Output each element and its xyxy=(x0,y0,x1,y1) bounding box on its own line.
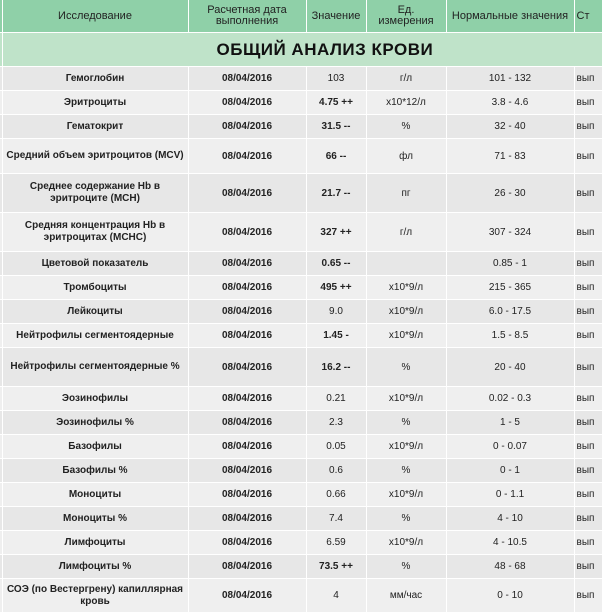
header-unit[interactable]: Ед. измерения xyxy=(366,0,446,33)
test-unit: x10*9/л xyxy=(366,276,446,300)
test-date: 08/04/2016 xyxy=(188,300,306,324)
test-date: 08/04/2016 xyxy=(188,91,306,115)
test-date: 08/04/2016 xyxy=(188,579,306,613)
test-name: Цветовой показатель xyxy=(2,252,188,276)
section-header xyxy=(0,33,602,67)
test-date: 08/04/2016 xyxy=(188,115,306,139)
test-name: Средний объем эритроцитов (MCV) xyxy=(2,139,188,174)
test-unit: x10*9/л xyxy=(366,435,446,459)
test-value: 73.5 ++ xyxy=(306,555,366,579)
test-value: 0.05 xyxy=(306,435,366,459)
test-value: 16.2 -- xyxy=(306,348,366,387)
table-row[interactable] xyxy=(0,252,602,276)
test-normal-range: 0 - 10 xyxy=(446,579,574,613)
table-row[interactable] xyxy=(0,483,602,507)
test-date: 08/04/2016 xyxy=(188,531,306,555)
test-value: 0.65 -- xyxy=(306,252,366,276)
test-value: 2.3 xyxy=(306,411,366,435)
test-value: 327 ++ xyxy=(306,213,366,252)
test-status: вып xyxy=(574,276,602,300)
test-normal-range: 4 - 10.5 xyxy=(446,531,574,555)
test-date: 08/04/2016 xyxy=(188,348,306,387)
test-name: Среднее содержание Hb в эритроците (MCH) xyxy=(2,174,188,213)
test-status: вып xyxy=(574,174,602,213)
test-name: Лимфоциты xyxy=(2,531,188,555)
table-row[interactable] xyxy=(0,174,602,213)
test-status: вып xyxy=(574,483,602,507)
table-header-row xyxy=(0,0,602,33)
test-name: Базофилы xyxy=(2,435,188,459)
test-status: вып xyxy=(574,252,602,276)
table-row[interactable] xyxy=(0,387,602,411)
test-normal-range: 6.0 - 17.5 xyxy=(446,300,574,324)
header-status[interactable]: Ст xyxy=(574,0,602,33)
test-unit: x10*9/л xyxy=(366,324,446,348)
table-row[interactable] xyxy=(0,324,602,348)
test-value: 0.6 xyxy=(306,459,366,483)
test-status: вып xyxy=(574,531,602,555)
test-unit: x10*12/л xyxy=(366,91,446,115)
test-value: 6.59 xyxy=(306,531,366,555)
test-name: Базофилы % xyxy=(2,459,188,483)
test-status: вып xyxy=(574,459,602,483)
test-unit: % xyxy=(366,507,446,531)
test-status: вып xyxy=(574,411,602,435)
table-row[interactable] xyxy=(0,348,602,387)
test-name: Гематокрит xyxy=(2,115,188,139)
test-normal-range: 0 - 0.07 xyxy=(446,435,574,459)
test-unit: % xyxy=(366,411,446,435)
table-row[interactable] xyxy=(0,67,602,91)
test-value: 495 ++ xyxy=(306,276,366,300)
test-status: вып xyxy=(574,213,602,252)
table-row[interactable] xyxy=(0,531,602,555)
table-row[interactable] xyxy=(0,507,602,531)
test-value: 21.7 -- xyxy=(306,174,366,213)
table-row[interactable] xyxy=(0,213,602,252)
table-row[interactable] xyxy=(0,579,602,613)
test-normal-range: 32 - 40 xyxy=(446,115,574,139)
test-normal-range: 1.5 - 8.5 xyxy=(446,324,574,348)
test-status: вып xyxy=(574,324,602,348)
test-date: 08/04/2016 xyxy=(188,67,306,91)
test-name: Гемоглобин xyxy=(2,67,188,91)
test-status: вып xyxy=(574,387,602,411)
table-row[interactable] xyxy=(0,300,602,324)
test-date: 08/04/2016 xyxy=(188,459,306,483)
test-name: Эритроциты xyxy=(2,91,188,115)
test-status: вып xyxy=(574,435,602,459)
test-unit xyxy=(366,252,446,276)
test-normal-range: 0 - 1.1 xyxy=(446,483,574,507)
test-date: 08/04/2016 xyxy=(188,139,306,174)
test-status: вып xyxy=(574,139,602,174)
test-date: 08/04/2016 xyxy=(188,276,306,300)
test-unit: x10*9/л xyxy=(366,483,446,507)
test-unit: x10*9/л xyxy=(366,531,446,555)
test-value: 0.66 xyxy=(306,483,366,507)
header-date[interactable]: Расчетная дата выполнения xyxy=(188,0,306,33)
test-normal-range: 4 - 10 xyxy=(446,507,574,531)
test-date: 08/04/2016 xyxy=(188,483,306,507)
test-status: вып xyxy=(574,67,602,91)
test-normal-range: 0.85 - 1 xyxy=(446,252,574,276)
test-date: 08/04/2016 xyxy=(188,507,306,531)
header-value[interactable]: Значение xyxy=(306,0,366,33)
test-name: Моноциты xyxy=(2,483,188,507)
test-normal-range: 215 - 365 xyxy=(446,276,574,300)
test-unit: x10*9/л xyxy=(366,300,446,324)
test-date: 08/04/2016 xyxy=(188,324,306,348)
table-row[interactable] xyxy=(0,411,602,435)
test-normal-range: 0 - 1 xyxy=(446,459,574,483)
test-name: Тромбоциты xyxy=(2,276,188,300)
test-value: 66 -- xyxy=(306,139,366,174)
test-normal-range: 26 - 30 xyxy=(446,174,574,213)
test-unit: % xyxy=(366,555,446,579)
test-status: вып xyxy=(574,115,602,139)
test-date: 08/04/2016 xyxy=(188,411,306,435)
test-value: 7.4 xyxy=(306,507,366,531)
test-date: 08/04/2016 xyxy=(188,435,306,459)
table-row[interactable] xyxy=(0,91,602,115)
test-date: 08/04/2016 xyxy=(188,387,306,411)
test-value: 9.0 xyxy=(306,300,366,324)
test-date: 08/04/2016 xyxy=(188,213,306,252)
test-unit: г/л xyxy=(366,67,446,91)
test-name: Лимфоциты % xyxy=(2,555,188,579)
test-status: вып xyxy=(574,300,602,324)
test-unit: % xyxy=(366,348,446,387)
test-value: 103 xyxy=(306,67,366,91)
test-name: Лейкоциты xyxy=(2,300,188,324)
test-unit: % xyxy=(366,459,446,483)
test-normal-range: 0.02 - 0.3 xyxy=(446,387,574,411)
test-normal-range: 48 - 68 xyxy=(446,555,574,579)
test-status: вып xyxy=(574,507,602,531)
test-value: 1.45 - xyxy=(306,324,366,348)
test-unit: x10*9/л xyxy=(366,387,446,411)
test-date: 08/04/2016 xyxy=(188,174,306,213)
test-name: Нейтрофилы сегментоядерные % xyxy=(2,348,188,387)
test-normal-range: 20 - 40 xyxy=(446,348,574,387)
test-unit: пг xyxy=(366,174,446,213)
table-row[interactable] xyxy=(0,115,602,139)
test-unit: фл xyxy=(366,139,446,174)
header-study[interactable]: Исследование xyxy=(2,0,188,33)
test-unit: % xyxy=(366,115,446,139)
table-row[interactable] xyxy=(0,435,602,459)
test-status: вып xyxy=(574,579,602,613)
test-name: СОЭ (по Вестергрену) капиллярная кровь xyxy=(2,579,188,613)
test-value: 31.5 -- xyxy=(306,115,366,139)
test-normal-range: 101 - 132 xyxy=(446,67,574,91)
test-value: 0.21 xyxy=(306,387,366,411)
header-normal[interactable]: Нормальные значения xyxy=(446,0,574,33)
test-unit: мм/час xyxy=(366,579,446,613)
test-normal-range: 71 - 83 xyxy=(446,139,574,174)
test-value: 4 xyxy=(306,579,366,613)
test-status: вып xyxy=(574,348,602,387)
test-name: Эозинофилы xyxy=(2,387,188,411)
test-name: Моноциты % xyxy=(2,507,188,531)
test-normal-range: 307 - 324 xyxy=(446,213,574,252)
table-row[interactable] xyxy=(0,459,602,483)
table-row[interactable] xyxy=(0,555,602,579)
test-unit: г/л xyxy=(366,213,446,252)
test-name: Эозинофилы % xyxy=(2,411,188,435)
test-status: вып xyxy=(574,555,602,579)
test-status: вып xyxy=(574,91,602,115)
test-date: 08/04/2016 xyxy=(188,555,306,579)
test-normal-range: 1 - 5 xyxy=(446,411,574,435)
test-normal-range: 3.8 - 4.6 xyxy=(446,91,574,115)
table-row[interactable] xyxy=(0,276,602,300)
test-date: 08/04/2016 xyxy=(188,252,306,276)
test-name: Средняя концентрация Hb в эритроцитах (MCHC) xyxy=(2,213,188,252)
table-row[interactable] xyxy=(0,139,602,174)
test-value: 4.75 ++ xyxy=(306,91,366,115)
section-title: ОБЩИЙ АНАЛИЗ КРОВИ xyxy=(2,33,602,67)
test-name: Нейтрофилы сегментоядерные xyxy=(2,324,188,348)
